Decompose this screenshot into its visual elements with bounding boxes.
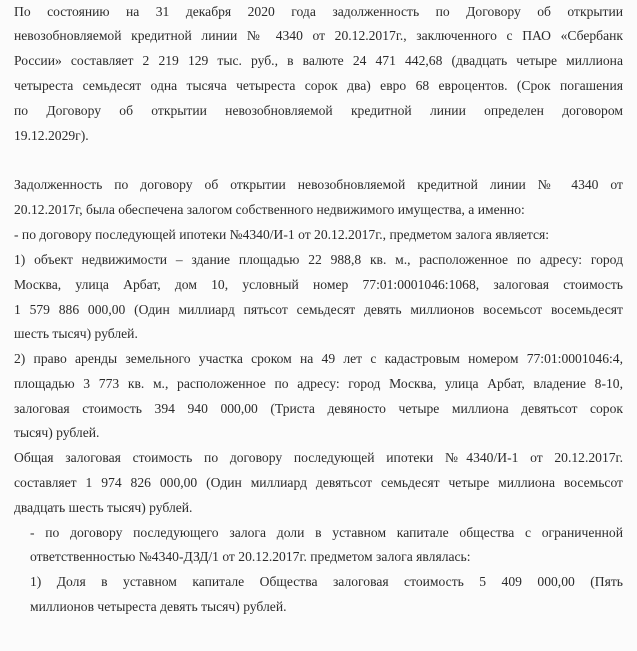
text-line: 2) право аренды земельного участка сроком на 49 лет с кадастровым номером 77:01:0001046:4, xyxy=(14,351,623,366)
text-line: миллионов четыреста девять тысяч) рублей. xyxy=(30,599,287,614)
text-line: площадью 3 773 кв. м., расположенное по адресу: город Москва, улица Арбат, владение 8-10, xyxy=(14,376,623,391)
text-line: шесть тысяч) рублей. xyxy=(14,326,138,341)
text-line: 19.12.2029г). xyxy=(14,128,89,143)
text-line: по Договору об открытии невозобновляемой кредитной линии определен договором xyxy=(14,103,623,118)
text-line: четыреста семьдесят одна тысяча четыреста сорок два) евро 68 евроцентов. (Срок погашения xyxy=(14,78,623,93)
text-line: Москва, улица Арбат, дом 10, условный номер 77:01:0001046:1068, залоговая стоимость xyxy=(14,277,623,292)
text-line: тысяч) рублей. xyxy=(14,425,100,440)
text-line: ответственностью №4340-ДЗД/1 от 20.12.2017г. предметом залога являлась: xyxy=(30,549,471,564)
text-line: Задолженность по договору об открытии невозобновляемой кредитной линии № 4340 от xyxy=(14,177,623,192)
text-line: 1 579 886 000,00 (Один миллиард пятьсот семьдесят девять миллионов восемьсот восемьдесят xyxy=(14,302,623,317)
text-line: 1) объект недвижимости – здание площадью 22 988,8 кв. м., расположенное по адресу: город xyxy=(14,252,623,267)
text-line: составляет 1 974 826 000,00 (Один миллиард девятьсот семьдесят четыре миллиона восемьсот xyxy=(14,475,623,490)
text-line: - по договору последующего залога доли в уставном капитале общества с ограниченной xyxy=(30,525,623,540)
text-line: По состоянию на 31 декабря 2020 года задолженность по Договору об открытии xyxy=(14,4,623,19)
text-line: залоговая стоимость 394 940 000,00 (Триста девяносто четыре миллиона девятьсот сорок xyxy=(14,401,623,416)
text-line: Общая залоговая стоимость по договору последующей ипотеки №4340/И-1 от 20.12.2017г. xyxy=(14,450,623,465)
text-line: 1) Доля в уставном капитале Общества залоговая стоимость 5 409 000,00 (Пять xyxy=(30,574,623,589)
text-line: невозобновляемой кредитной линии № 4340 от 20.12.2017г., заключенного с ПАО «Сбербанк xyxy=(14,28,623,43)
text-line: России» составляет 2 219 129 тыс. руб., в валюте 24 471 442,68 (двадцать четыре миллиона xyxy=(14,53,623,68)
text-line: двадцать шесть тысяч) рублей. xyxy=(14,500,193,515)
text-line: 20.12.2017г, была обеспечена залогом собственного недвижимого имущества, а именно: xyxy=(14,202,525,217)
text-line: - по договору последующей ипотеки №4340/И-1 от 20.12.2017г., предметом залога является: xyxy=(14,227,550,242)
